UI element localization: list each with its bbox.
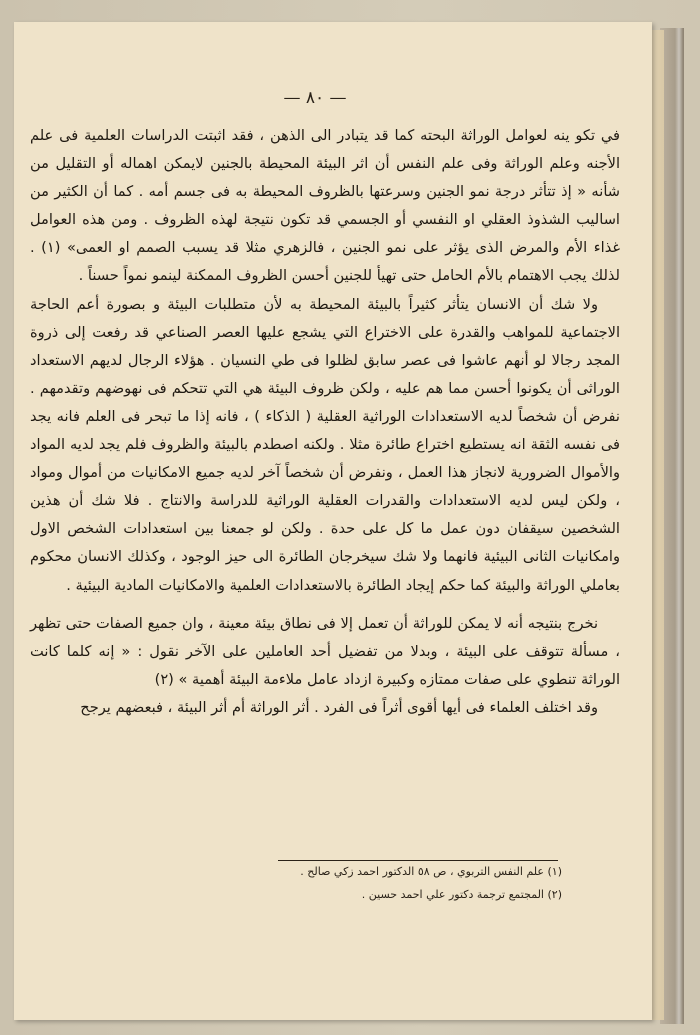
paragraph-3: نخرج بنتيجه أنه لا يمكن للوراثة أن تعمل إلا فى نطاق بيئة معينة ، وان جميع الصفات حتى تظهر ، مسألة تتوقف على البيئة ، وبدلا من تفضيل أحد العاملين على الآخر نقول : « إنه كلما كانت الوراثة تنطوي على صفات ممتازه وكبيرة ازداد عامل ملاءمة البيئة أهمية » (٢) — [30, 614, 620, 688]
footnote-2: (٢) المجتمع ترجمة دكتور علي احمد حسين . — [361, 888, 562, 901]
page-number: — ٨٠ — — [283, 88, 347, 108]
book-edge-sheen — [675, 28, 683, 1024]
paragraph-2: ولا شك أن الانسان يتأثر كثيراً بالبيئة المحيطة به لأن متطلبات البيئة و بصورة أعم الحاجة الاجتماعية للمواهب والقدرة على الاختراع التي يشجع عليها العصر الصناعي قد رفعت إلى ذروة المجد رجالا لو أنهم عاشوا فى عصر سابق لظلوا فى طي النسيان . هؤلاء الرجال لديهم الاستعداد الوراثى أن يكونوا أحسن مما هم عليه ، ولكن ظروف البيئة هي التي تتحكم فى نهوضهم وتقدمهم . نفرض أن شخصاً لديه الاستعدادات الوراثية العقلية ( الذكاء ) ، فانه إذا ما تبحر فى العلم فانه يجد فى نفسه الثقة انه يستطيع اختراع طائرة مثلا . ولكنه اصطدم بالبيئة والظروف فلم يجد لديه المواد والأموال الضرورية لانجاز هذا العمل ، ونفرض أن شخصاً آخر لديه جميع الامكانيات من أموال ومواد ، ولكن ليس لديه الاستعدادات والقدرات العقلية الوراثية للدراسة والانتاج . فلا شك أن هذين الشخصين سيقفان دون عمل ما كل على حدة . ولكن لو جمعنا بين استعدادات الشخص الاول وامكانيات الثانى البيئية فانهما ولا شك سيخرجان الطائرة الى حيز الوجود ، وكذلك الانسان محكوم بعاملي الوراثة والبيئة كما حكم إيجاد الطائرة بالاستعدادات العلمية والامكانيات المادية البيئية . — [30, 295, 620, 594]
paragraph-1: في تكو ينه لعوامل الوراثة البحته كما قد يتبادر الى الذهن ، فقد اثبتت الدراسات العلمية فى علم الأجنه وعلم الوراثة وفى علم النفس أن اثر البيئة المحيطة بالجنين لايمكن اهماله أو التقليل من شأنه « إذ تتأثر درجة نمو الجنين وسرعتها بالظروف المحيطة به فى جسم أمه . كما أن الكثير من اساليب الشذوذ العقلي او النفسي أو الجسمي قد تكون نتيجة لهذه الظروف . ومن هذه العوامل غذاء الأم والمرض الذى يؤثر على نمو الجنين ، فالزهري مثلا قد يسبب الصمم او العمى» (١) . لذلك يجب الاهتمام بالأم الحامل حتى تهيأ للجنين أحسن الظروف الممكنة لينمو نمواً حسناً . — [30, 127, 620, 285]
footnote-separator — [278, 860, 558, 861]
body-text — [30, 122, 620, 722]
footnote-1: (١) علم النفس التربوي ، ص ٥٨ الدكتور احمد زكي صالح . — [300, 865, 562, 878]
paragraph-4: وقد اختلف العلماء فى أيها أقوى أثراً فى الفرد . أثر الوراثة أم أثر البيئة ، فبعضهم يرجح — [80, 698, 598, 716]
